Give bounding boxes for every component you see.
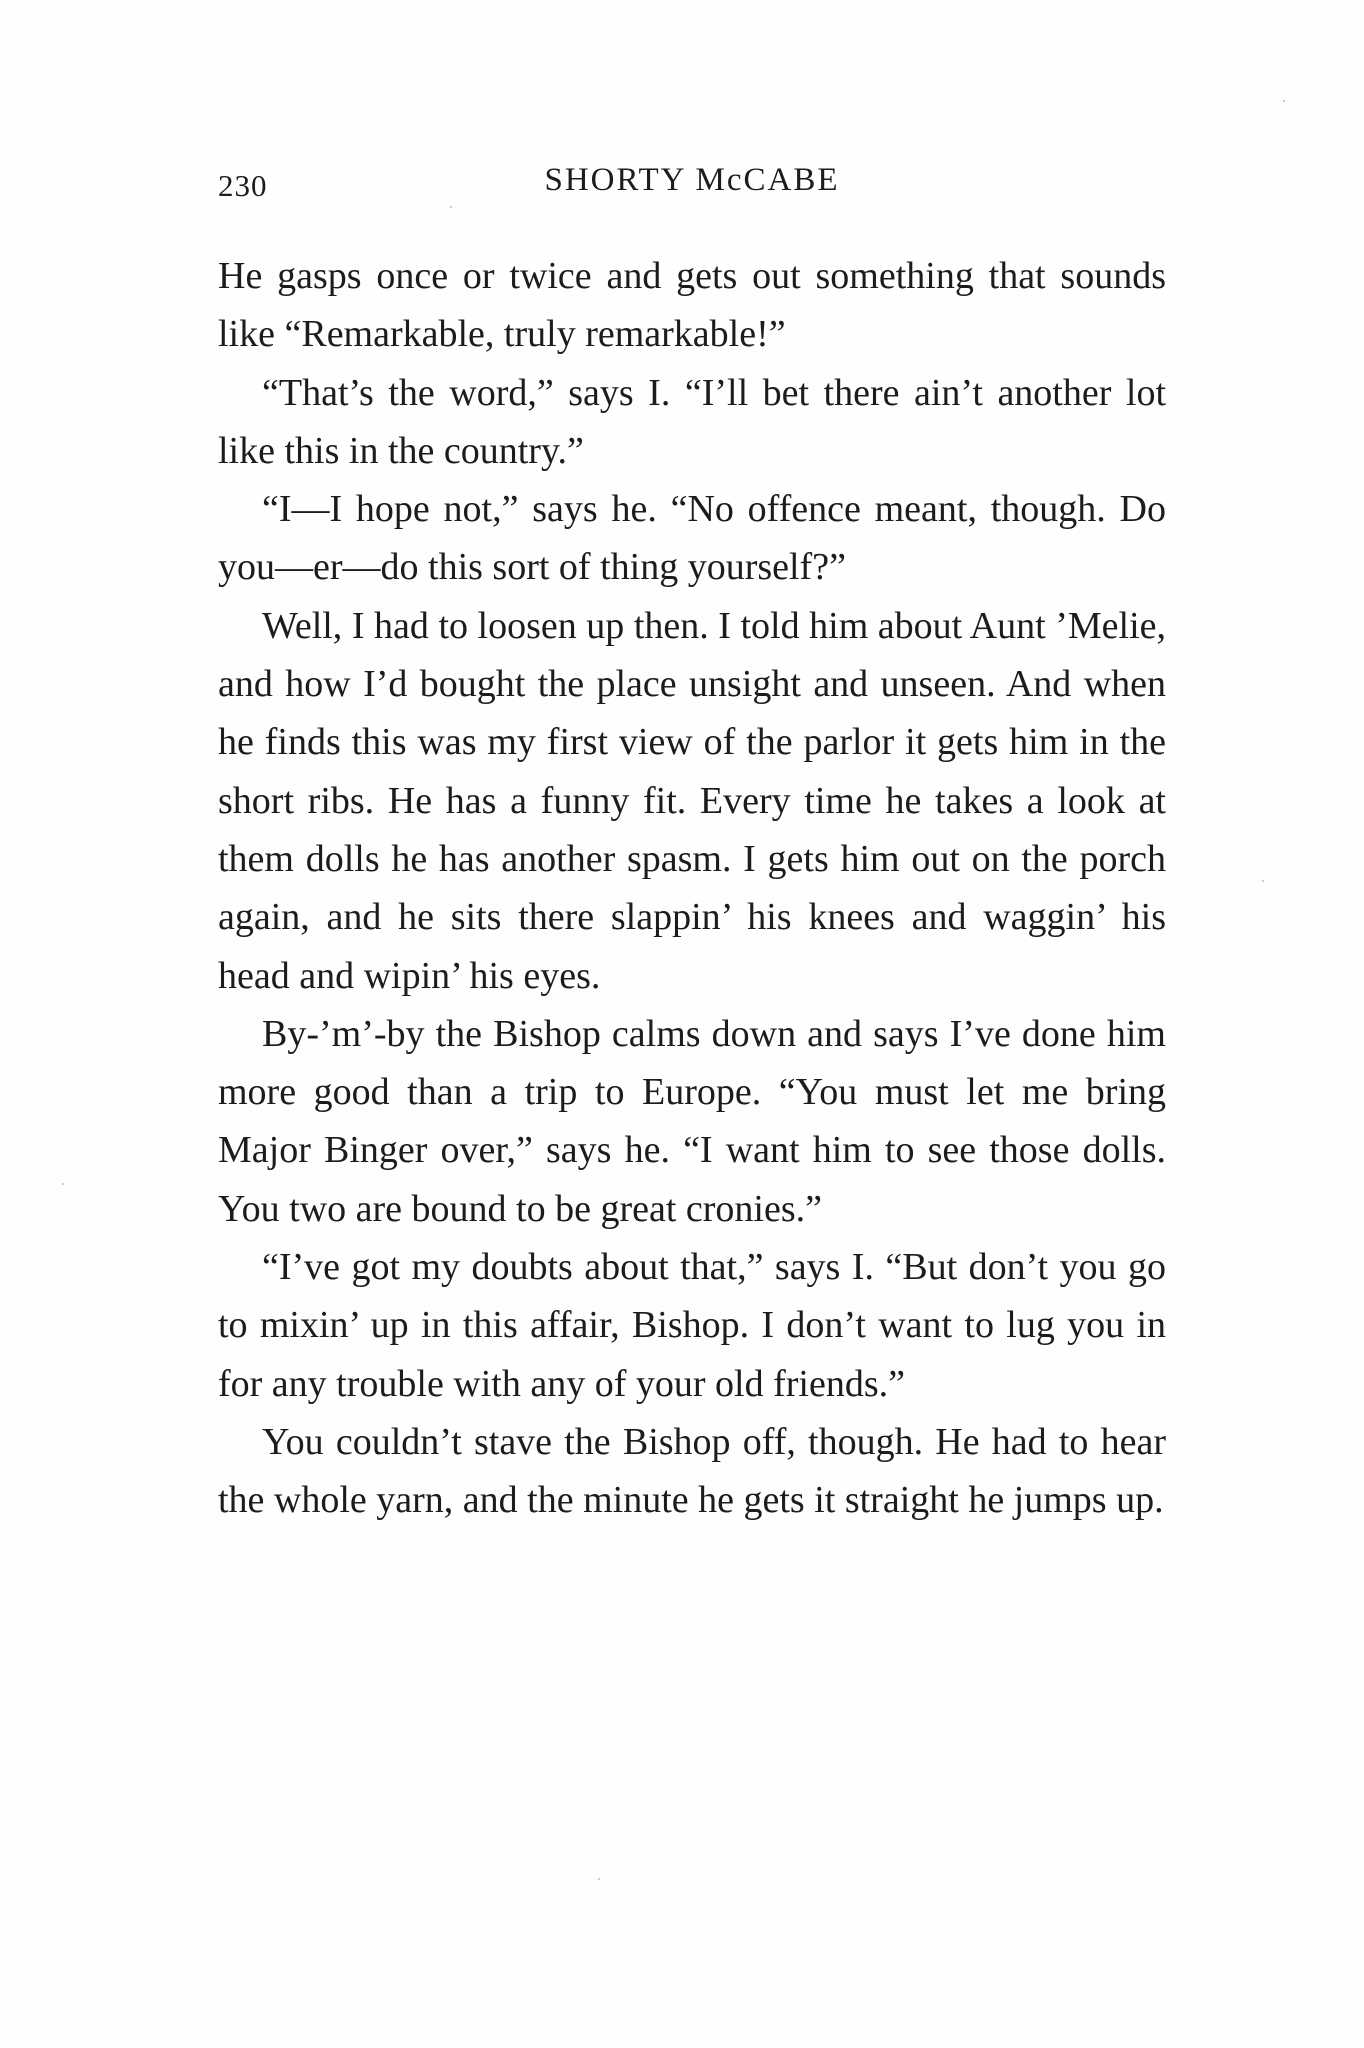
paragraph-4: Well, I had to loosen up then. I told him about Aunt ’Melie, and how I’d bought the place unsight and unseen. And when he finds this was my first view of the parlor it gets him in the short ribs. He has a funny fit. Every time he takes a look at them dolls he has another spasm. I gets him out on the porch again, and he sits there slappin’ his knees and waggin’ his head and wipin’ his eyes. bbox=[218, 604, 1166, 997]
page-number: 230 bbox=[218, 168, 268, 203]
paragraph-7: You couldn’t stave the Bishop off, though. He had to hear the whole yarn, and the minute he gets it straight he jumps up. bbox=[218, 1420, 1166, 1522]
running-head: SHORTY McCABE bbox=[544, 162, 840, 198]
paragraph-5: By-’m’-by the Bishop calms down and says I’ve done him more good than a trip to Europe. “You must let me bring Major Binger over,” says he. “I want him to see those dolls. You two are bound to be great cronies.” bbox=[218, 1012, 1166, 1230]
paper-speck bbox=[1283, 100, 1285, 102]
paragraph-6: “I’ve got my doubts about that,” says I. “But don’t you go to mixin’ up in this affair, Bishop. I don’t want to lug you in for any trouble with any of your old friends.” bbox=[218, 1246, 1166, 1405]
paper-speck bbox=[62, 1183, 64, 1185]
paragraph-2: “That’s the word,” says I. “I’ll bet there ain’t another lot like this in the country.” bbox=[218, 371, 1166, 472]
paper-speck bbox=[598, 1878, 600, 1880]
paper-speck bbox=[1262, 880, 1264, 882]
paragraph-1: He gasps once or twice and gets out something that sounds like “Remarkable, truly remarkable!” bbox=[218, 255, 1166, 356]
paper-speck bbox=[450, 206, 452, 208]
paragraph-3: “I—I hope not,” says he. “No offence meant, though. Do you—er—do this sort of thing yourself?” bbox=[218, 488, 1166, 589]
body-text bbox=[218, 247, 1166, 1530]
page-header bbox=[218, 162, 1166, 212]
